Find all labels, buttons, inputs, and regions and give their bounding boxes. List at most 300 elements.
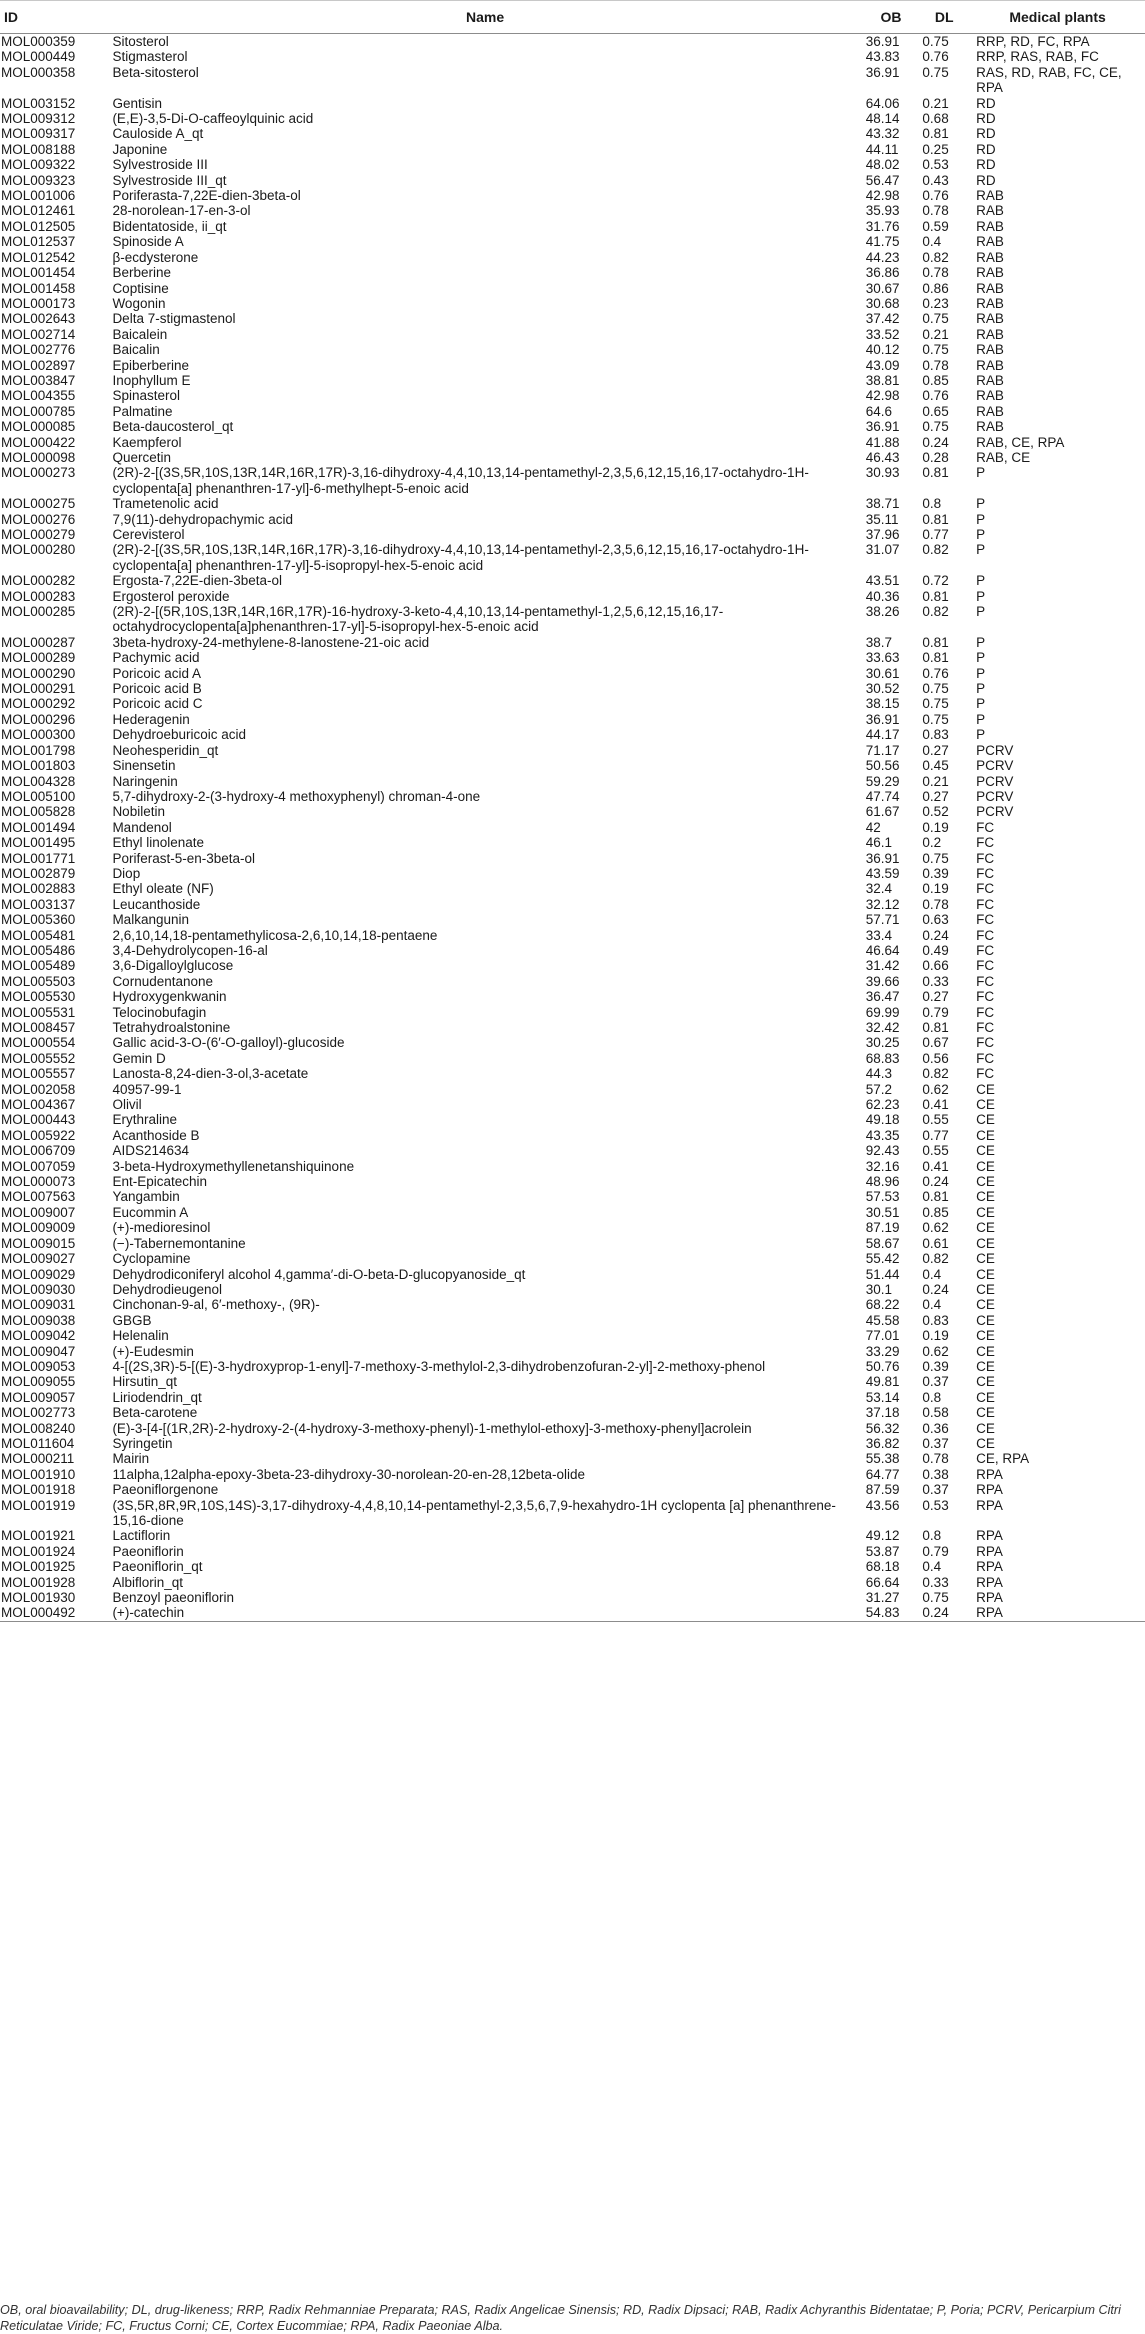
table-row: [0, 419, 1145, 434]
table-row: [0, 1313, 1145, 1328]
cell-medical-plants: FC: [976, 819, 995, 835]
cell-id: MOL000359: [1, 34, 76, 49]
cell-id: MOL000279: [1, 527, 76, 542]
cell-ob: 30.93: [865, 465, 900, 481]
cell-name: (2R)-2-[(5R,10S,13R,14R,16R,17R)-16-hydroxy-3-keto-4,4,10,13,14-pentamethyl-1,2,5,6,12,15,16,17-octahydrocyclopenta[a]phenanthren-17-yl]-5-isopropyl-hex-5-enoic acid: [112, 604, 724, 635]
table-row: [0, 573, 1145, 588]
table-row: [0, 142, 1145, 157]
cell-name: (+)-catechin: [106, 1605, 863, 1621]
table-row: [0, 1205, 1145, 1220]
cell-name: Epiberberine: [112, 357, 189, 373]
cell-dl: 0.24: [922, 927, 949, 943]
cell-id: MOL007563: [1, 1189, 76, 1205]
cell-id: MOL012461: [1, 203, 76, 219]
cell-medical-plants: RAB: [976, 311, 1004, 327]
cell-name: Poriferasta-7,22E-dien-3beta-ol: [112, 188, 301, 204]
cell-name: (2R)-2-[(3S,5R,10S,13R,14R,16R,17R)-3,16-dihydroxy-4,4,10,13,14-pentamethyl-2,3,5,6,12,15,16,17-octahydro-1H-cyclopenta[a] phenanthren-17-yl]-5-isopropyl-hex-5-enoic acid: [112, 542, 809, 573]
table-row: [0, 897, 1145, 912]
cell-medical-plants: RAB: [976, 188, 1004, 204]
cell-medical-plants: CE: [976, 1112, 995, 1128]
cell-name: Pachymic acid: [112, 650, 200, 666]
table-row: [0, 265, 1145, 280]
cell-dl: 0.67: [922, 1035, 949, 1051]
cell-name: Baicalein: [112, 326, 168, 342]
cell-id: MOL005531: [1, 1004, 76, 1020]
cell-name: Dehydrodiconiferyl alcohol 4,gamma′-di-O-beta-D-glucopyanoside_qt: [112, 1266, 526, 1282]
cell-name: Beta-carotene: [112, 1405, 198, 1421]
cell-dl: 0.58: [922, 1405, 949, 1421]
cell-name: Diop: [112, 865, 141, 881]
cell-dl: 0.24: [922, 1281, 949, 1297]
cell-medical-plants: FC: [976, 850, 995, 866]
cell-dl: 0.39: [922, 865, 949, 881]
cell-id: MOL002879: [1, 865, 76, 881]
cell-dl: 0.81: [922, 511, 949, 527]
cell-ob: 33.4: [865, 927, 892, 943]
cell-medical-plants: CE: [976, 1174, 995, 1190]
cell-dl: 0.21: [922, 326, 949, 342]
cell-ob: 57.53: [865, 1189, 900, 1205]
cell-id: MOL000073: [1, 1174, 76, 1190]
cell-dl: 0.78: [922, 203, 949, 219]
cell-dl: 0.52: [922, 804, 949, 820]
cell-name: Beta-sitosterol: [112, 64, 199, 80]
cell-id: MOL000296: [1, 711, 76, 727]
cell-id: MOL009031: [1, 1297, 76, 1313]
cell-ob: 55.42: [865, 1251, 900, 1267]
table-row: [0, 358, 1145, 373]
cell-dl: 0.21: [922, 95, 949, 111]
cell-medical-plants: PCRV: [976, 773, 1014, 789]
table-row: [0, 866, 1145, 881]
table-row: [0, 1421, 1145, 1436]
table-row: [0, 1297, 1145, 1312]
cell-medical-plants: RAB: [976, 203, 1004, 219]
cell-id: MOL000785: [1, 403, 76, 419]
cell-name: Spinasterol: [112, 388, 180, 404]
cell-name: Hydroxygenkwanin: [112, 989, 227, 1005]
cell-medical-plants: PCRV: [976, 742, 1014, 758]
cell-ob: 31.27: [865, 1590, 900, 1606]
cell-medical-plants: CE: [976, 1312, 995, 1328]
cell-id: MOL006709: [1, 1143, 76, 1159]
table-row: [0, 1112, 1145, 1127]
cell-id: MOL009029: [1, 1266, 76, 1282]
cell-name: 4-[(2S,3R)-5-[(E)-3-hydroxyprop-1-enyl]-7-methoxy-3-methylol-2,3-dihydrobenzofuran-2-yl]-2-methoxy-phenol: [112, 1358, 766, 1374]
cell-ob: 53.87: [865, 1543, 900, 1559]
cell-dl: 0.33: [922, 973, 949, 989]
cell-medical-plants: CE: [976, 1358, 995, 1374]
cell-id: MOL009038: [1, 1312, 76, 1328]
table-row: [0, 681, 1145, 696]
cell-name: (2R)-2-[(3S,5R,10S,13R,14R,16R,17R)-3,16-dihydroxy-4,4,10,13,14-pentamethyl-2,3,5,6,12,15,16,17-octahydro-1H-cyclopenta[a] phenanthren-17-yl]-6-methylhept-5-enoic acid: [112, 465, 809, 496]
cell-medical-plants: RAB: [976, 326, 1004, 342]
cell-id: MOL005486: [1, 942, 76, 958]
cell-id: MOL009007: [1, 1204, 76, 1220]
cell-id: MOL004355: [1, 388, 76, 404]
cell-ob: 36.91: [865, 711, 900, 727]
cell-medical-plants: FC: [976, 1020, 995, 1035]
cell-id: MOL009047: [1, 1343, 76, 1359]
cell-id: MOL009055: [1, 1374, 76, 1390]
cell-medical-plants: CE: [976, 1266, 995, 1282]
cell-dl: 0.77: [922, 527, 949, 542]
cell-ob: 32.12: [865, 896, 900, 912]
cell-id: MOL000273: [1, 465, 76, 481]
cell-name: Mairin: [112, 1451, 150, 1467]
cell-dl: 0.75: [922, 681, 949, 697]
cell-dl: 0.78: [922, 1451, 949, 1467]
cell-dl: 0.8: [922, 1528, 942, 1544]
cell-medical-plants: RPA: [976, 1482, 1003, 1498]
cell-dl: 0.25: [922, 141, 949, 157]
cell-name: Beta-daucosterol_qt: [112, 419, 234, 435]
cell-dl: 0.83: [922, 727, 949, 743]
cell-id: MOL001928: [1, 1574, 76, 1590]
cell-medical-plants: RD: [976, 157, 996, 173]
cell-ob: 68.83: [865, 1050, 900, 1066]
cell-dl: 0.27: [922, 742, 949, 758]
cell-medical-plants: CE: [976, 1281, 995, 1297]
cell-medical-plants: RAB: [976, 234, 1004, 250]
cell-id: MOL002897: [1, 357, 76, 373]
cell-name: Ergosterol peroxide: [112, 588, 230, 604]
cell-ob: 43.09: [865, 357, 900, 373]
cell-medical-plants: P: [976, 696, 986, 712]
cell-name: Gentisin: [112, 95, 162, 111]
cell-name: (+)-medioresinol: [112, 1220, 211, 1236]
cell-medical-plants: CE: [976, 1204, 995, 1220]
cell-id: MOL012505: [1, 218, 76, 234]
cell-dl: 0.27: [922, 788, 949, 804]
cell-id: MOL000449: [1, 49, 76, 65]
table-row: [0, 727, 1145, 742]
table-row: [0, 496, 1145, 511]
table-row: [0, 1174, 1145, 1189]
cell-medical-plants: PCRV: [976, 758, 1014, 774]
table-row: [0, 1451, 1145, 1466]
cell-dl: 0.37: [922, 1435, 949, 1451]
cell-ob: 40.12: [865, 342, 900, 358]
cell-ob: 64.77: [865, 1466, 900, 1482]
cell-dl: 0.81: [922, 588, 949, 604]
cell-id: MOL000492: [0, 1605, 106, 1621]
cell-name: Ethyl oleate (NF): [112, 881, 214, 897]
cell-name: Lanosta-8,24-dien-3-ol,3-acetate: [112, 1066, 309, 1082]
cell-ob: 38.7: [865, 634, 892, 650]
table-row: [0, 835, 1145, 850]
table-row: [0, 1390, 1145, 1405]
cell-medical-plants: RAB: [976, 357, 1004, 373]
cell-ob: 36.91: [865, 64, 900, 80]
cell-medical-plants: CE: [976, 1435, 995, 1451]
cell-medical-plants: FC: [976, 973, 995, 989]
table-body: [0, 34, 1145, 1622]
cell-dl: 0.75: [922, 850, 949, 866]
cell-medical-plants: RPA: [976, 1559, 1003, 1575]
cell-name: Cyclopamine: [112, 1251, 191, 1267]
cell-name: GBGB: [112, 1312, 152, 1328]
table-row: [0, 173, 1145, 188]
cell-medical-plants: RD: [976, 126, 996, 142]
cell-ob: 41.75: [865, 234, 900, 250]
cell-dl: 0.68: [922, 111, 949, 127]
table-row: [0, 1097, 1145, 1112]
cell-name: Trametenolic acid: [112, 496, 219, 512]
table-row: [0, 188, 1145, 203]
table-row: [0, 928, 1145, 943]
table-row: [0, 989, 1145, 1004]
cell-name: Bidentatoside, ii_qt: [112, 218, 227, 234]
cell-ob: 47.74: [865, 788, 900, 804]
cell-ob: 50.56: [865, 758, 900, 774]
cell-id: MOL001495: [1, 835, 76, 851]
cell-dl: 0.75: [922, 342, 949, 358]
cell-medical-plants: CE: [976, 1343, 995, 1359]
cell-dl: 0.81: [922, 465, 949, 481]
cell-dl: 0.4: [922, 1297, 942, 1313]
cell-ob: 37.42: [865, 311, 900, 327]
cell-name: 2,6,10,14,18-pentamethylicosa-2,6,10,14,18-pentaene: [112, 927, 438, 943]
cell-dl: 0.53: [922, 157, 949, 173]
cell-id: MOL004328: [1, 773, 76, 789]
cell-id: MOL000443: [1, 1112, 76, 1128]
table-row: [0, 1082, 1145, 1097]
cell-ob: 51.44: [865, 1266, 900, 1282]
cell-id: MOL000280: [1, 542, 76, 558]
cell-name: Neohesperidin_qt: [112, 742, 219, 758]
cell-name: Nobiletin: [112, 804, 165, 820]
cell-medical-plants: RD: [976, 141, 996, 157]
cell-name: Acanthoside B: [112, 1127, 200, 1143]
cell-name: 5,7-dihydroxy-2-(3-hydroxy-4 methoxyphenyl) chroman-4-one: [112, 788, 481, 804]
cell-dl: 0.19: [922, 819, 949, 835]
cell-dl: 0.37: [922, 1482, 949, 1498]
cell-id: MOL005530: [1, 989, 76, 1005]
cell-ob: 48.96: [865, 1174, 900, 1190]
cell-id: MOL001771: [1, 850, 76, 866]
cell-id: MOL012537: [1, 234, 76, 250]
cell-ob: 44.3: [865, 1066, 892, 1082]
cell-ob: 44.17: [865, 727, 900, 743]
table-row: [0, 435, 1145, 450]
cell-name: Sitosterol: [112, 34, 169, 49]
cell-id: MOL001803: [1, 758, 76, 774]
cell-ob: 48.02: [865, 157, 900, 173]
cell-name: Gallic acid-3-O-(6′-O-galloyl)-glucoside: [112, 1035, 345, 1051]
cell-id: MOL001006: [1, 188, 76, 204]
cell-ob: 32.16: [865, 1158, 900, 1174]
cell-id: MOL000291: [1, 681, 76, 697]
table-row: [0, 311, 1145, 326]
cell-name: Poricoic acid B: [112, 681, 202, 697]
cell-name: 3beta-hydroxy-24-methylene-8-lanostene-21-oic acid: [112, 634, 430, 650]
table-row: [0, 1020, 1145, 1035]
cell-ob: 57.2: [865, 1081, 892, 1097]
cell-name: Paeoniflorin: [112, 1543, 184, 1559]
cell-ob: 43.51: [865, 573, 900, 589]
cell-ob: 61.67: [865, 804, 900, 820]
cell-ob: 50.76: [865, 1358, 900, 1374]
cell-name: (E)-3-[4-[(1R,2R)-2-hydroxy-2-(4-hydroxy-3-methoxy-phenyl)-1-methylol-ethoxy]-3-methoxy-phenyl]acrolein: [112, 1420, 752, 1436]
cell-medical-plants: RPA: [976, 1574, 1003, 1590]
cell-ob: 32.4: [865, 881, 892, 897]
cell-medical-plants: RAB: [976, 372, 1004, 388]
cell-medical-plants: RAB, CE, RPA: [976, 434, 1065, 450]
cell-medical-plants: RAB: [976, 419, 1004, 435]
cell-name: AIDS214634: [112, 1143, 189, 1159]
cell-ob: 30.61: [865, 665, 900, 681]
cell-id: MOL009030: [1, 1281, 76, 1297]
header-medical-plants: Medical plants: [970, 1, 1145, 34]
table-row: [0, 373, 1145, 388]
table-row: [0, 635, 1145, 650]
cell-dl: 0.62: [922, 1220, 949, 1236]
cell-dl: 0.24: [922, 434, 949, 450]
cell-ob: 38.15: [865, 696, 900, 712]
table-row: [0, 1251, 1145, 1266]
cell-id: MOL000285: [1, 604, 76, 620]
cell-name: Berberine: [112, 265, 171, 281]
cell-name: Sylvestroside III_qt: [112, 172, 227, 188]
cell-id: MOL005489: [1, 958, 76, 974]
cell-medical-plants: FC: [976, 927, 995, 943]
cell-id: MOL002714: [1, 326, 76, 342]
cell-dl: 0.85: [922, 372, 949, 388]
cell-id: MOL003847: [1, 372, 76, 388]
table-row: [0, 219, 1145, 234]
cell-ob: 45.58: [865, 1312, 900, 1328]
cell-ob: 48.14: [865, 111, 900, 127]
table-row: [0, 1159, 1145, 1174]
cell-id: MOL001454: [1, 265, 76, 281]
cell-ob: 30.52: [865, 681, 900, 697]
cell-medical-plants: CE: [976, 1127, 995, 1143]
cell-id: MOL001925: [1, 1559, 76, 1575]
cell-ob: 42.98: [865, 388, 900, 404]
cell-dl: 0.38: [922, 1466, 949, 1482]
cell-dl: 0.24: [918, 1605, 970, 1621]
cell-ob: 43.32: [865, 126, 900, 142]
cell-medical-plants: FC: [976, 881, 995, 897]
cell-ob: 40.36: [865, 588, 900, 604]
cell-name: Ethyl linolenate: [112, 835, 204, 851]
cell-name: (E,E)-3,5-Di-O-caffeoylquinic acid: [112, 111, 314, 127]
cell-medical-plants: P: [976, 542, 986, 558]
cell-medical-plants: RD: [976, 95, 996, 111]
cell-name: 28-norolean-17-en-3-ol: [112, 203, 251, 219]
cell-medical-plants: FC: [976, 835, 995, 851]
cell-dl: 0.82: [922, 249, 949, 265]
cell-dl: 0.86: [922, 280, 949, 296]
cell-dl: 0.62: [922, 1343, 949, 1359]
cell-dl: 0.4: [922, 234, 942, 250]
cell-ob: 66.64: [865, 1574, 900, 1590]
cell-name: Delta 7-stigmastenol: [112, 311, 236, 327]
cell-ob: 31.76: [865, 218, 900, 234]
cell-medical-plants: CE: [976, 1158, 995, 1174]
table-row: [0, 327, 1145, 342]
cell-ob: 35.93: [865, 203, 900, 219]
cell-dl: 0.81: [922, 1020, 949, 1035]
table-row: [0, 1590, 1145, 1605]
table-row: [0, 958, 1145, 973]
table-row: [0, 974, 1145, 989]
cell-id: MOL000358: [1, 64, 76, 80]
cell-ob: 56.47: [865, 172, 900, 188]
header-name: Name: [106, 1, 863, 34]
cell-dl: 0.21: [922, 773, 949, 789]
cell-medical-plants: RD: [976, 172, 996, 188]
header-ob: OB: [864, 1, 919, 34]
cell-dl: 0.81: [922, 1189, 949, 1205]
table-row: [0, 1528, 1145, 1543]
table-row: [0, 1605, 1145, 1621]
cell-name: Poricoic acid A: [112, 665, 201, 681]
cell-medical-plants: CE: [976, 1220, 995, 1236]
cell-name: Cauloside A_qt: [112, 126, 204, 142]
table-row: [0, 96, 1145, 111]
cell-id: MOL001930: [1, 1590, 76, 1606]
cell-medical-plants: CE: [976, 1328, 995, 1344]
table-row: [0, 65, 1145, 96]
table-row: [0, 589, 1145, 604]
cell-ob: 49.12: [865, 1528, 900, 1544]
cell-ob: 56.32: [865, 1420, 900, 1436]
cell-id: MOL000275: [1, 496, 76, 512]
table-row: [0, 250, 1145, 265]
cell-name: 3,4-Dehydrolycopen-16-al: [112, 942, 268, 958]
cell-dl: 0.81: [922, 634, 949, 650]
cell-name: (+)-Eudesmin: [112, 1343, 194, 1359]
table-row: [0, 157, 1145, 172]
cell-ob: 36.91: [865, 34, 900, 49]
table-row: [0, 1143, 1145, 1158]
cell-name: Gemin D: [112, 1050, 166, 1066]
cell-dl: 0.28: [922, 449, 949, 465]
cell-id: MOL000289: [1, 650, 76, 666]
cell-dl: 0.85: [922, 1204, 949, 1220]
cell-ob: 68.22: [865, 1297, 900, 1313]
table-row: [0, 1559, 1145, 1574]
table-row: [0, 1498, 1145, 1529]
cell-medical-plants: FC: [976, 896, 995, 912]
table-row: [0, 650, 1145, 665]
cell-name: 7,9(11)-dehydropachymic acid: [112, 511, 294, 527]
cell-id: MOL009317: [1, 126, 76, 142]
cell-ob: 58.67: [865, 1235, 900, 1251]
table-row: [0, 696, 1145, 711]
cell-name: Naringenin: [112, 773, 178, 789]
cell-name: Leucanthoside: [112, 896, 201, 912]
cell-ob: 31.42: [865, 958, 900, 974]
cell-medical-plants: CE: [976, 1389, 995, 1405]
cell-medical-plants: CE: [976, 1297, 995, 1313]
cell-medical-plants: P: [976, 634, 986, 650]
cell-medical-plants: P: [976, 665, 986, 681]
cell-medical-plants: P: [976, 573, 986, 589]
cell-ob: 64.06: [865, 95, 900, 111]
table-row: [0, 1575, 1145, 1590]
cell-ob: 30.51: [865, 1204, 900, 1220]
cell-id: MOL000422: [1, 434, 76, 450]
cell-ob: 43.35: [865, 1127, 900, 1143]
cell-dl: 0.39: [922, 1358, 949, 1374]
cell-medical-plants: CE: [976, 1405, 995, 1421]
cell-ob: 68.18: [865, 1559, 900, 1575]
cell-ob: 43.83: [865, 49, 900, 65]
table-row: [0, 604, 1145, 635]
